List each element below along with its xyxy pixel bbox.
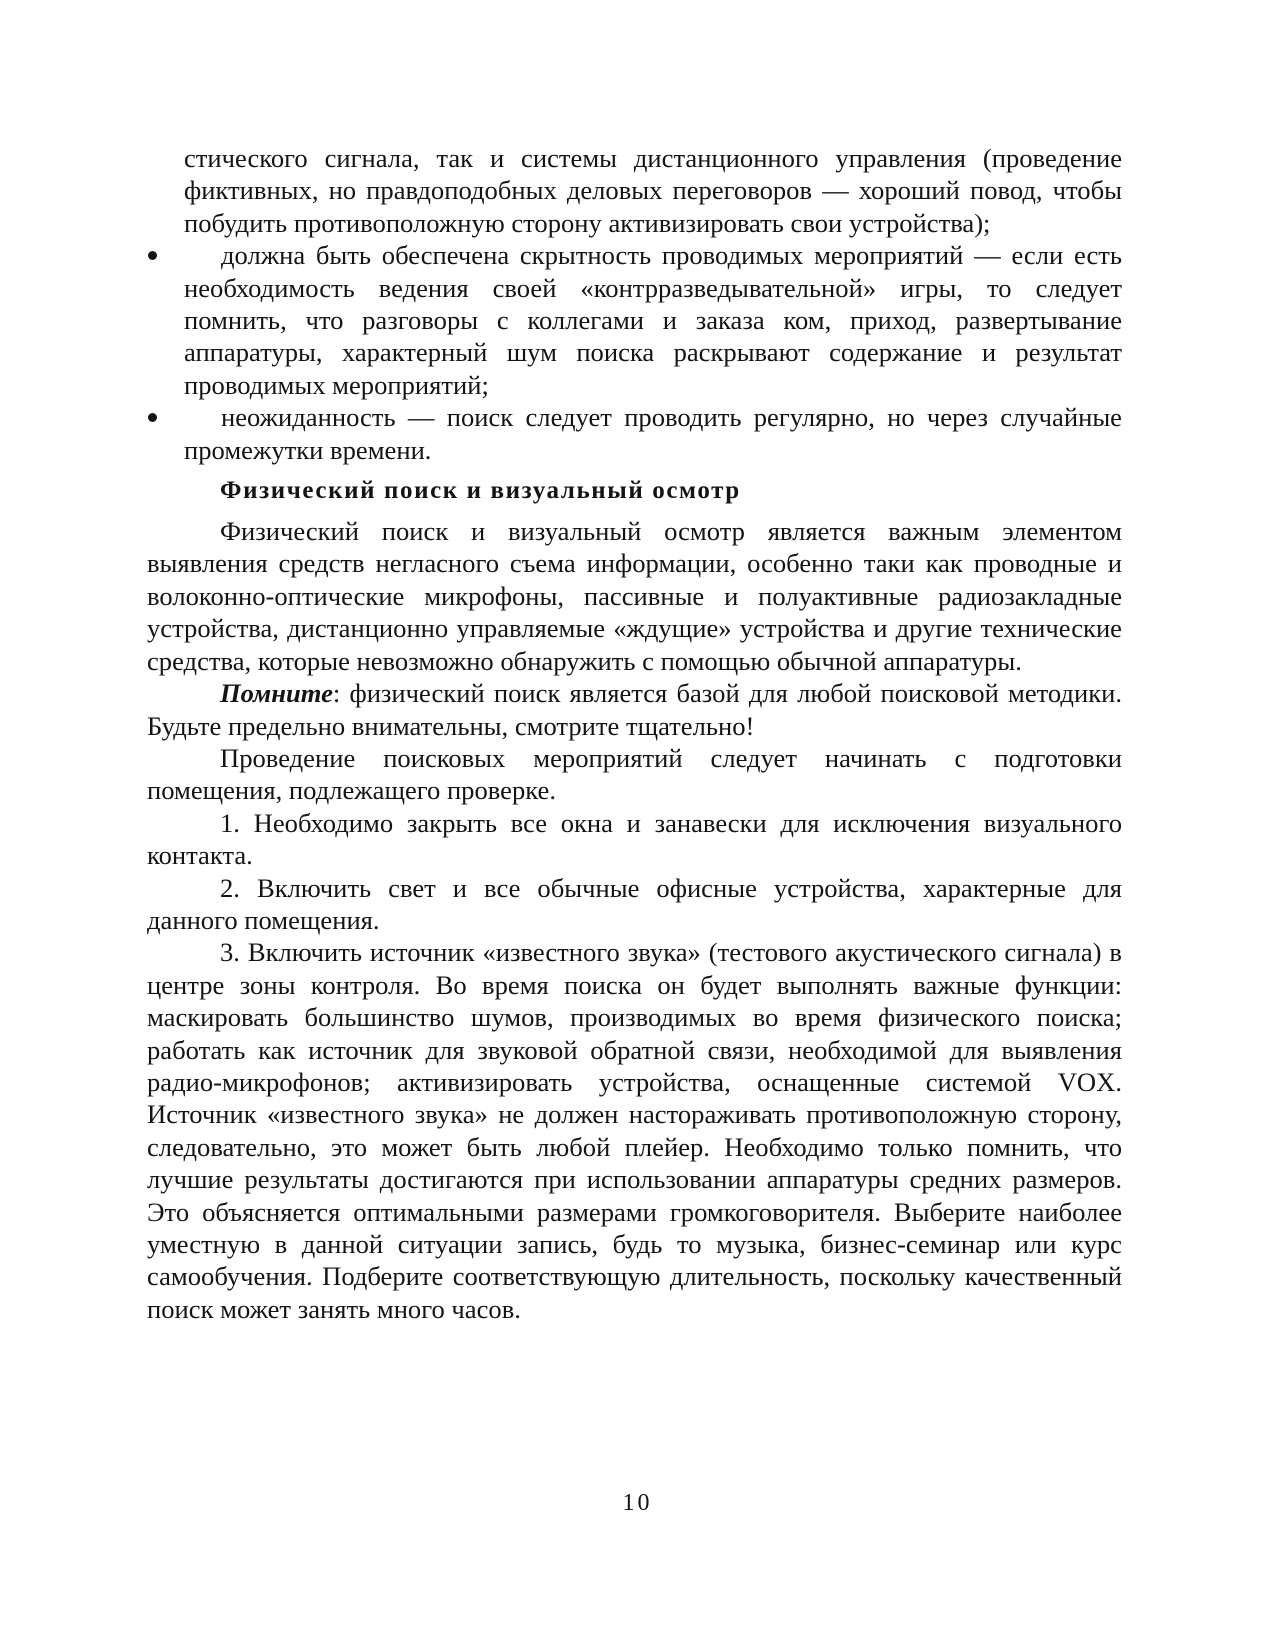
note-text: : физический поиск является базой для любой поисковой методики. Будьте предельно внимательны, смотрите тщательно!	[147, 678, 1122, 741]
intro-paragraph: Физический поиск и визуальный осмотр является важным элементом выявления средств негласного съема информации, особенно таки как проводные и волоконно-оптические микрофоны, пассивные и полуактивные радиозакладные устройства, дистанционно управляемые «ждущие» устройства и другие технические средства, которые невозможно обнаружить с помощью обычной аппаратуры.	[147, 516, 1122, 676]
step-paragraph: 3. Включить источник «известного звука» (тестового акустического сигнала) в центре зоны контроля. Во время поиска он будет выполнять важные функции: маскировать большинство шумов, производимых во время физического поиска; работать как источник для звуковой обратной связи, необходимой для выявления радио-микрофонов; активизировать устройства, оснащенные системой VOX. Источник «известного звука» не должен настораживать противоположную сторону, следовательно, это может быть любой плейер. Необходимо только помнить, что лучшие результаты достигаются при использовании аппаратуры средних размеров. Это объясняется оптимальными размерами громкоговорителя. Выберите наиболее уместную в данной ситуации запись, будь то музыка, бизнес-семинар или курс самообучения. Подберите соответствующую длительность, поскольку качественный поиск может занять много часов.	[147, 937, 1122, 1324]
note-label: Помните	[220, 678, 333, 709]
bullet-item	[147, 239, 1122, 401]
section-title: Физический поиск и визуальный осмотр	[220, 477, 741, 505]
bullet-text: должна быть обеспечена скрытность проводимых мероприятий — если есть необходимость ведения своей «контрразведывательной» игры, то следует помнить, что разговоры с коллегами и заказа ком, приход, развертывание аппаратуры, характерный шум поиска раскрывают содержание и результат проводимых мероприятий;	[184, 240, 1122, 400]
step-paragraph: 1. Необходимо закрыть все окна и занавески для исключения визуального контакта.	[147, 807, 1122, 871]
prep-paragraph: Проведение поисковых мероприятий следует начинать с подготовки помещения, подлежащего проверке.	[147, 742, 1122, 806]
bullet-text: неожиданность — поиск следует проводить регулярно, но через случайные промежутки времени.	[184, 402, 1122, 465]
step-paragraph: 2. Включить свет и все обычные офисные устройства, характерные для данного помещения.	[147, 872, 1122, 935]
page-number: 10	[622, 1490, 653, 1516]
page-body	[147, 142, 1122, 1325]
bullet-item	[147, 401, 1122, 466]
continuation-paragraph: стического сигнала, так и системы дистанционного управления (проведение фиктивных, но правдоподобных деловых переговоров — хороший повод, чтобы побудить противоположную сторону активизировать свои устройства);	[184, 143, 1122, 238]
note-paragraph	[147, 677, 1122, 742]
